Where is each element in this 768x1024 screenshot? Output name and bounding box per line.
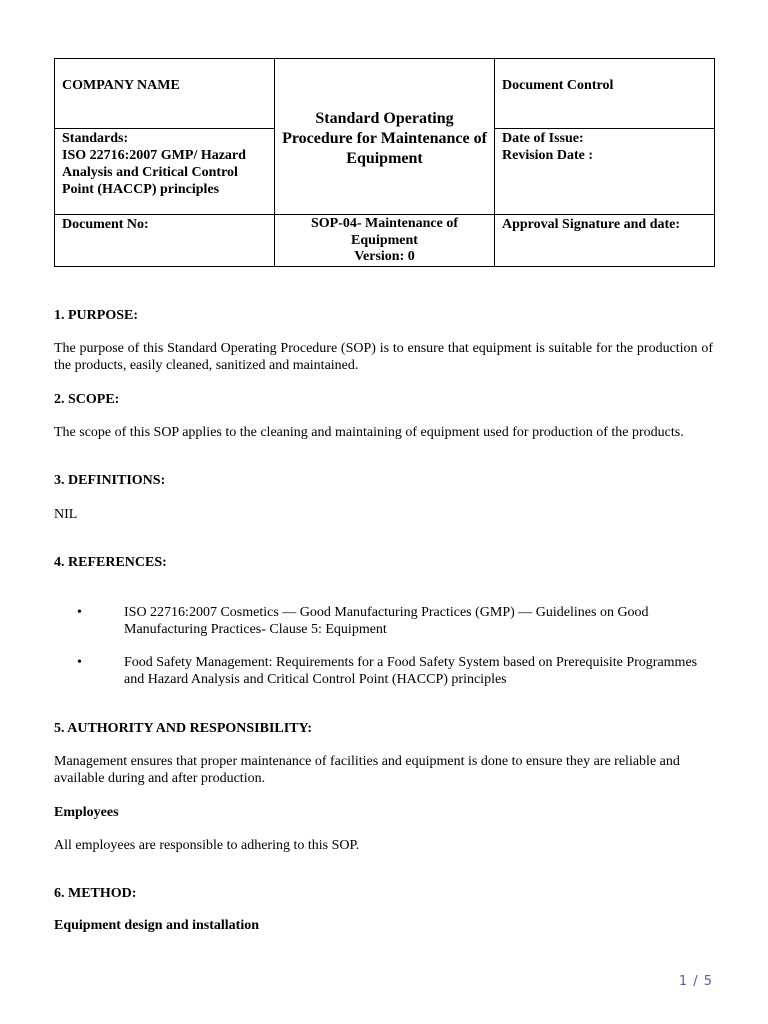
date-of-issue: Date of Issue:: [502, 131, 584, 146]
document-control: Document Control: [495, 59, 715, 129]
scope-text: The scope of this SOP applies to the cleaning and maintaining of equipment used for production of the products.: [54, 425, 684, 440]
method-subheading: Equipment design and installation: [54, 918, 260, 933]
document-number: Document No:: [55, 215, 275, 267]
company-name: COMPANY NAME: [55, 59, 275, 129]
reference-text: Food Safety Management: Requirements for a Food Safety System based on Prerequisite Programmes and Hazard Analysis and Critical Control Point (HACCP) principles: [124, 655, 698, 687]
definitions-heading: 3. DEFINITIONS:: [54, 473, 166, 488]
standards-text: ISO 22716:2007 GMP/ Hazard Analysis and Critical Control Point (HACCP) principles: [62, 148, 246, 197]
definitions-text: NIL: [54, 507, 78, 522]
standards-cell: [55, 129, 275, 215]
document-title: Standard Operating Procedure for Maintenance of Equipment: [275, 59, 495, 215]
sop-id-cell: [275, 215, 495, 267]
list-item: [54, 654, 713, 688]
issue-dates-cell: [495, 129, 715, 215]
reference-text: ISO 22716:2007 Cosmetics — Good Manufacturing Practices (GMP) — Guidelines on Good Manufacturing Practices- Clause 5: Equipment: [124, 605, 649, 637]
employees-heading: Employees: [54, 805, 119, 820]
employees-text: All employees are responsible to adhering to this SOP.: [54, 838, 360, 853]
method-heading: 6. METHOD:: [54, 886, 137, 901]
bullet: •: [77, 605, 82, 620]
standards-label: Standards:: [62, 131, 129, 146]
header-table: [54, 58, 715, 267]
approval-signature: Approval Signature and date:: [495, 215, 715, 267]
bullet: •: [77, 655, 82, 670]
authority-heading: 5. AUTHORITY AND RESPONSIBILITY:: [54, 721, 313, 736]
purpose-heading: 1. PURPOSE:: [54, 308, 138, 323]
list-item: [54, 604, 713, 638]
references-list: [54, 604, 713, 688]
page-indicator: 1 / 5: [678, 974, 713, 989]
scope-heading: 2. SCOPE:: [54, 392, 120, 407]
sop-version: Version: 0: [354, 249, 415, 264]
revision-date: Revision Date :: [502, 148, 593, 163]
sop-id: SOP-04- Maintenance of Equipment: [311, 216, 458, 248]
purpose-text: The purpose of this Standard Operating Procedure (SOP) is to ensure that equipment is suitable for the production of the products, easily cleaned, sanitized and maintained.: [54, 341, 713, 373]
references-heading: 4. REFERENCES:: [54, 555, 167, 570]
authority-text: Management ensures that proper maintenance of facilities and equipment is done to ensure they are reliable and available during and after production.: [54, 754, 680, 786]
